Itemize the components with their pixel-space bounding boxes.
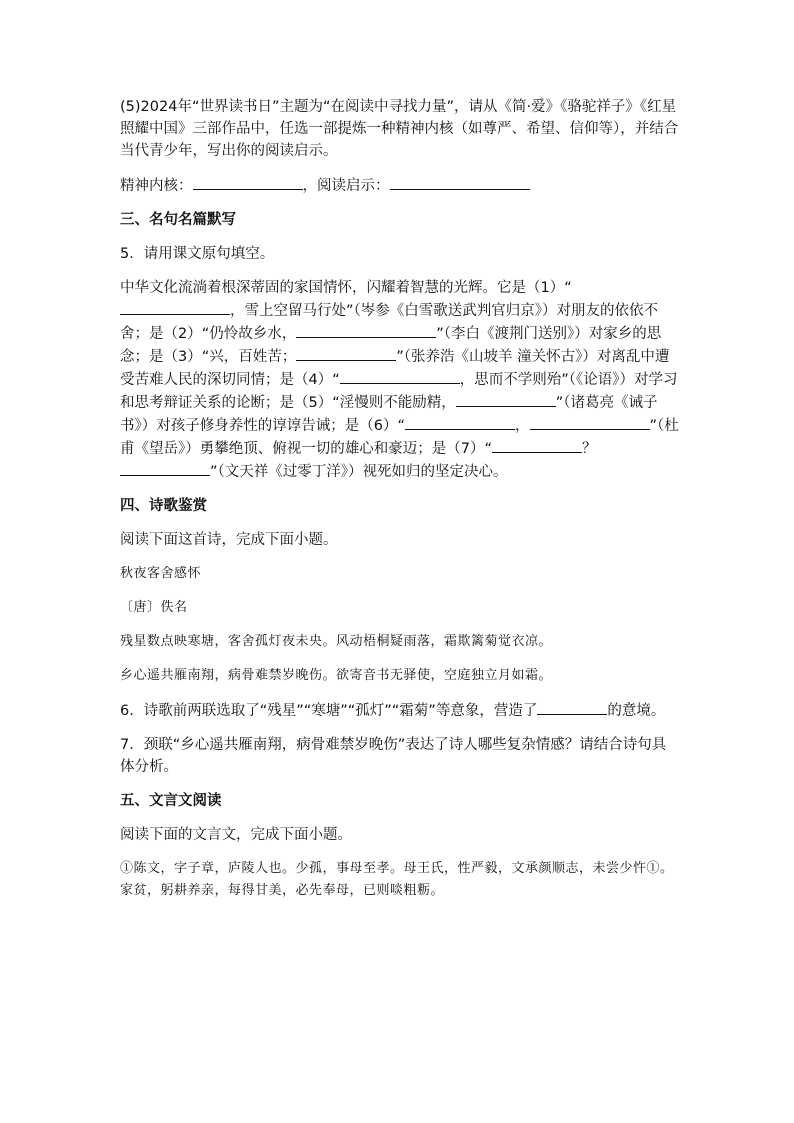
insight-label: ，阅读启示： [302,178,390,194]
q5-answer-line [120,174,680,197]
fill-text: ，雪上空留马行处”（岑参《白雪歌送武判官归京》）对朋友的依依不舍；是（2）“仍怜故乡水， [120,303,659,342]
fill-text: ，思而不学则殆”（《论语》）对学习和思考辩证关系的论断；是（5）“淫慢则不能励精， [120,372,678,411]
question-6-text: 6．诗歌前两联选取了“残星”“寒塘”“孤灯”“霜菊”等意象，营造了 [120,703,538,719]
poem-author: 〔唐〕佚名 [120,600,188,615]
classical-text: ①陈文，字子章，庐陵人也。少孤，事母至孝。母王氏，性严毅，文承颜顺志，未尝少忤①。家贫，躬耕养亲，每得甘美，必先奉母，已则啖粗粝。 [120,861,674,898]
fill-text: ”（杜甫《望岳》）勇攀绝顶、俯视一切的雄心和豪迈；是（7）“ [120,418,679,457]
fill-text: ”（诸葛亮《诫子书》）对孩子修身养性的谆谆告诫；是（6）“ [120,395,658,434]
fill-text: ， [515,418,530,434]
fill-blank-6a[interactable] [405,414,515,430]
section-5-title: 五、文言文阅读 [120,793,222,809]
poem-line-2: 乡心遥共雁南翔，病骨难禁岁晚伤。欲寄音书无驿使，空庭独立月如霜。 [120,668,553,683]
fill-blank-3[interactable] [296,345,396,361]
poem-intro: 阅读下面这首诗，完成下面小题。 [120,532,338,548]
document-page [120,96,680,902]
fill-blank-7a[interactable] [492,437,582,453]
section-3-title: 三、名句名篇默写 [120,212,236,228]
answer-blank[interactable] [390,174,530,190]
fill-blank-6b[interactable] [530,414,650,430]
poem-title: 秋夜客舍感怀 [120,566,202,581]
classical-intro: 阅读下面的文言文，完成下面小题。 [120,827,352,843]
spirit-label: 精神内核： [120,178,193,194]
fill-text: ？ [582,441,597,457]
q5-intro: (5)2024年“世界读书日”主题为“在阅读中寻找力量”，请从《简·爱》《骆驼祥子》《红星照耀中国》三部作品中，任选一部提炼一种精神内核（如尊严、希望、信仰等），并结合当代青少年，写出你的阅读启示。 [120,99,679,159]
fill-in-paragraph [120,277,680,483]
answer-blank[interactable] [193,174,303,190]
question-7: 7．颈联“乡心遥共雁南翔，病骨难禁岁晚伤”表达了诗人哪些复杂情感？请结合诗句具体分析。 [120,737,667,775]
fill-text: ”（文天祥《过零丁洋》）视死如归的坚定决心。 [210,464,508,480]
fill-blank-4[interactable] [340,368,460,384]
poem-line-1: 残星数点映寒塘，客舍孤灯夜未央。风动梧桐疑雨落，霜欺篱菊觉衣凉。 [120,634,553,649]
fill-text: 中华文化流淌着根深蒂固的家国情怀，闪耀着智慧的光辉。它是（1）“ [120,280,572,296]
fill-blank-7b[interactable] [120,460,210,476]
section-4-title: 四、诗歌鉴赏 [120,498,207,514]
question-6 [120,699,680,722]
answer-blank[interactable] [537,699,607,715]
fill-blank-5[interactable] [456,391,556,407]
fill-blank-1[interactable] [120,299,230,315]
question-6-text-end: 的意境。 [607,703,666,719]
fill-text: ”（张养浩《山坡羊 潼关怀古》）对离乱中遭受苦难人民的深切同情；是（4）“ [120,349,670,388]
fill-blank-2[interactable] [296,322,436,338]
q5-fill-prompt: 5．请用课文原句填空。 [120,246,275,262]
fill-text: ”（李白《渡荆门送别》）对家乡的思念；是（3）“兴，百姓苦； [120,326,662,365]
